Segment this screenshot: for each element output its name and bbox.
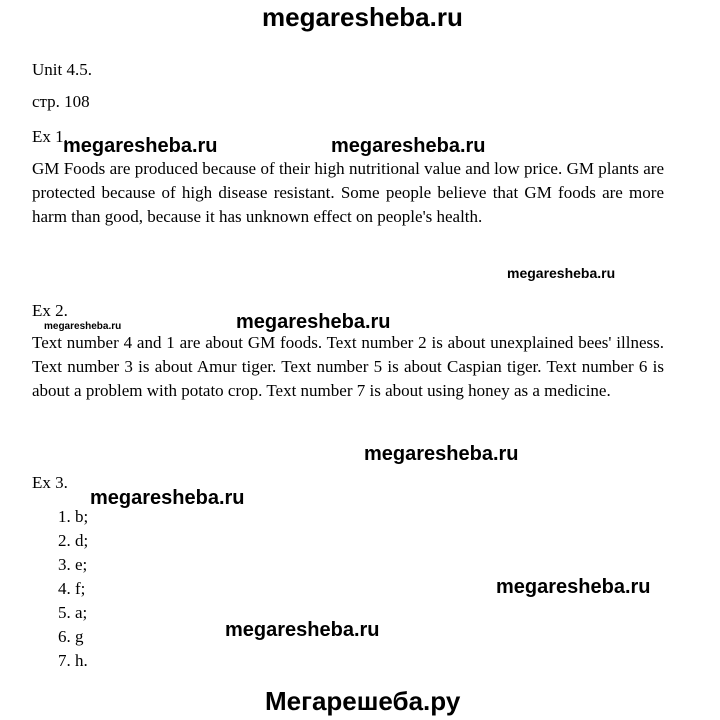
watermark-top: megaresheba.ru: [262, 2, 463, 32]
page-number: стр. 108: [32, 92, 90, 111]
watermark-list-mid: megaresheba.ru: [225, 619, 380, 641]
ex1-text: GM Foods are produced because of their high nutritional value and low price. GM plants are protected because of high disease resistant. Some people believe that GM foods are more harm than good, because it has unknown effect on people's health.: [32, 159, 664, 226]
unit-heading: Unit 4.5.: [32, 60, 92, 79]
watermark-ex3: megaresheba.ru: [90, 487, 245, 509]
list-item: 5. a;: [58, 603, 88, 622]
watermark-ex1-left: megaresheba.ru: [63, 135, 218, 157]
watermark-list-right: megaresheba.ru: [496, 576, 651, 598]
list-item: 1. b;: [58, 507, 89, 526]
watermark-ex2-small: megaresheba.ru: [44, 321, 122, 332]
ex3-label: Ex 3.: [32, 473, 68, 492]
list-item: 6. g: [58, 627, 84, 646]
ex2-label: Ex 2.: [32, 301, 68, 320]
list-item: 3. e;: [58, 555, 88, 574]
ex2-text: Text number 4 and 1 are about GM foods. Text number 2 is about unexplained bees' illness. Text number 3 is about Amur tiger. Text number 5 is about Caspian tiger. Text number 6 is about a problem with potato crop. Text number 7 is about using honey as a medicine.: [32, 333, 664, 400]
watermark-ex1-right: megaresheba.ru: [331, 135, 486, 157]
list-item: 2. d;: [58, 531, 89, 550]
list-item: 7. h.: [58, 651, 88, 670]
watermark-bottom: Мегарешеба.ру: [265, 686, 461, 716]
list-item: 4. f;: [58, 579, 86, 598]
watermark-mid-right: megaresheba.ru: [507, 265, 616, 281]
watermark-before-ex3: megaresheba.ru: [364, 443, 519, 465]
ex1-label: Ex 1.: [32, 127, 68, 146]
watermark-ex2-big: megaresheba.ru: [236, 311, 391, 333]
